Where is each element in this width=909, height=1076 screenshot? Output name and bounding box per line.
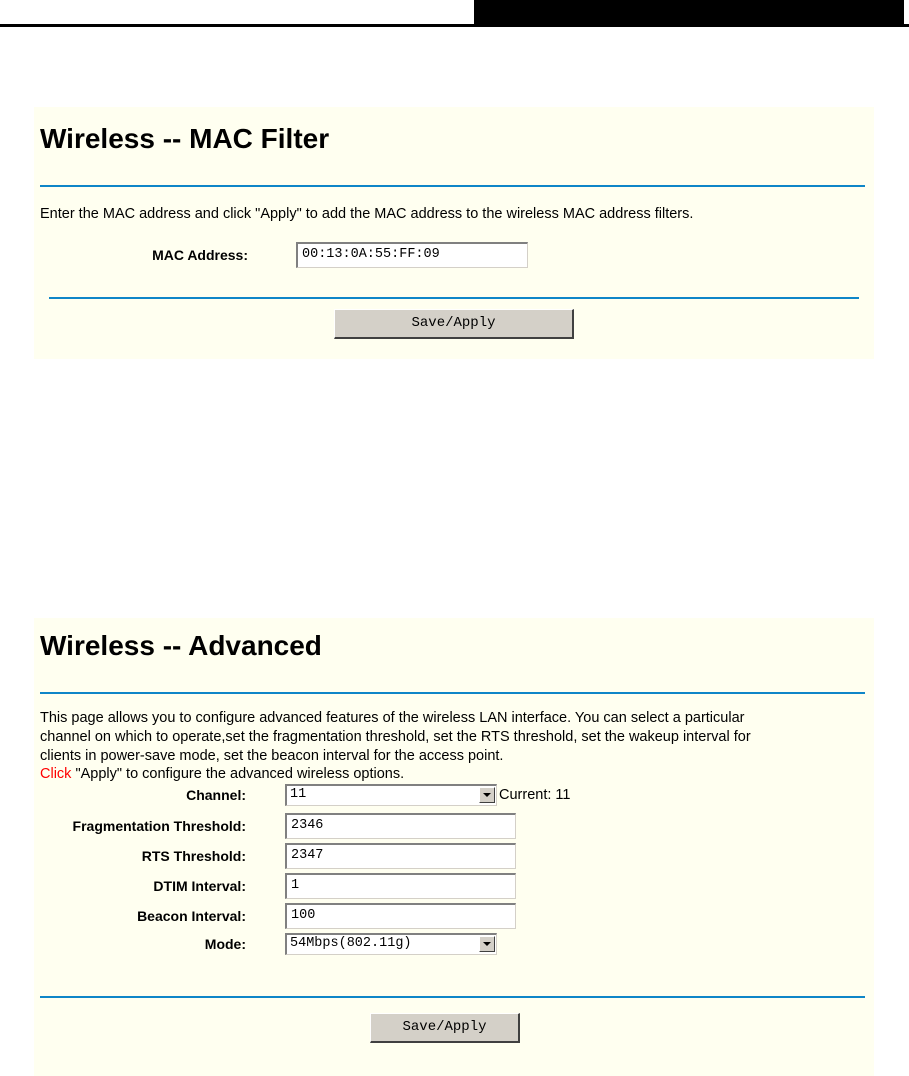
channel-label: Channel: [186, 787, 246, 803]
channel-select-value: 11 [290, 787, 307, 802]
mode-select[interactable] [285, 933, 497, 955]
mode-select-value: 54Mbps(802.11g) [290, 936, 412, 951]
rts-threshold-label: RTS Threshold: [141, 848, 246, 864]
page-title: Wireless -- Advanced [40, 630, 322, 661]
rts-threshold-input[interactable]: 2347 [285, 843, 516, 869]
title-divider [40, 692, 865, 694]
save-apply-button[interactable]: Save/Apply [370, 1013, 520, 1043]
beacon-interval-input[interactable]: 100 [285, 903, 516, 929]
advanced-description-line: clients in power-save mode, set the beacon interval for the access point. [40, 748, 504, 764]
fragmentation-threshold-label: Fragmentation Threshold: [72, 818, 246, 834]
apply-instruction-text: "Apply" to configure the advanced wireless options. [71, 766, 405, 782]
channel-select[interactable] [285, 784, 497, 806]
channel-current: Current: 11 [499, 787, 571, 803]
mac-address-input[interactable]: 00:13:0A:55:FF:09 [296, 242, 528, 268]
chevron-down-icon[interactable] [479, 787, 495, 803]
advanced-panel [34, 618, 874, 1076]
advanced-description-line: channel on which to operate,set the fragmentation threshold, set the RTS threshold, set the wakeup interval for [40, 729, 751, 745]
save-apply-button[interactable]: Save/Apply [334, 309, 574, 339]
header-black-bar [474, 0, 904, 24]
apply-instruction [40, 765, 404, 784]
mac-filter-panel [34, 107, 874, 359]
chevron-down-icon[interactable] [479, 936, 495, 952]
fragmentation-threshold-input[interactable]: 2346 [285, 813, 516, 839]
advanced-description-line: This page allows you to configure advanced features of the wireless LAN interface. You can select a particular [40, 710, 745, 726]
mac-address-label: MAC Address: [152, 247, 248, 263]
header-rule [0, 24, 909, 27]
dtim-interval-input[interactable]: 1 [285, 873, 516, 899]
form-divider [40, 996, 865, 998]
form-divider [49, 297, 859, 299]
mode-label: Mode: [204, 936, 246, 952]
page-title: Wireless -- MAC Filter [40, 123, 330, 154]
click-word: Click [40, 766, 72, 782]
title-divider [40, 185, 865, 187]
mac-filter-description: Enter the MAC address and click "Apply" to add the MAC address to the wireless MAC address filters. [40, 206, 694, 222]
beacon-interval-label: Beacon Interval: [137, 908, 246, 924]
dtim-interval-label: DTIM Interval: [153, 878, 246, 894]
